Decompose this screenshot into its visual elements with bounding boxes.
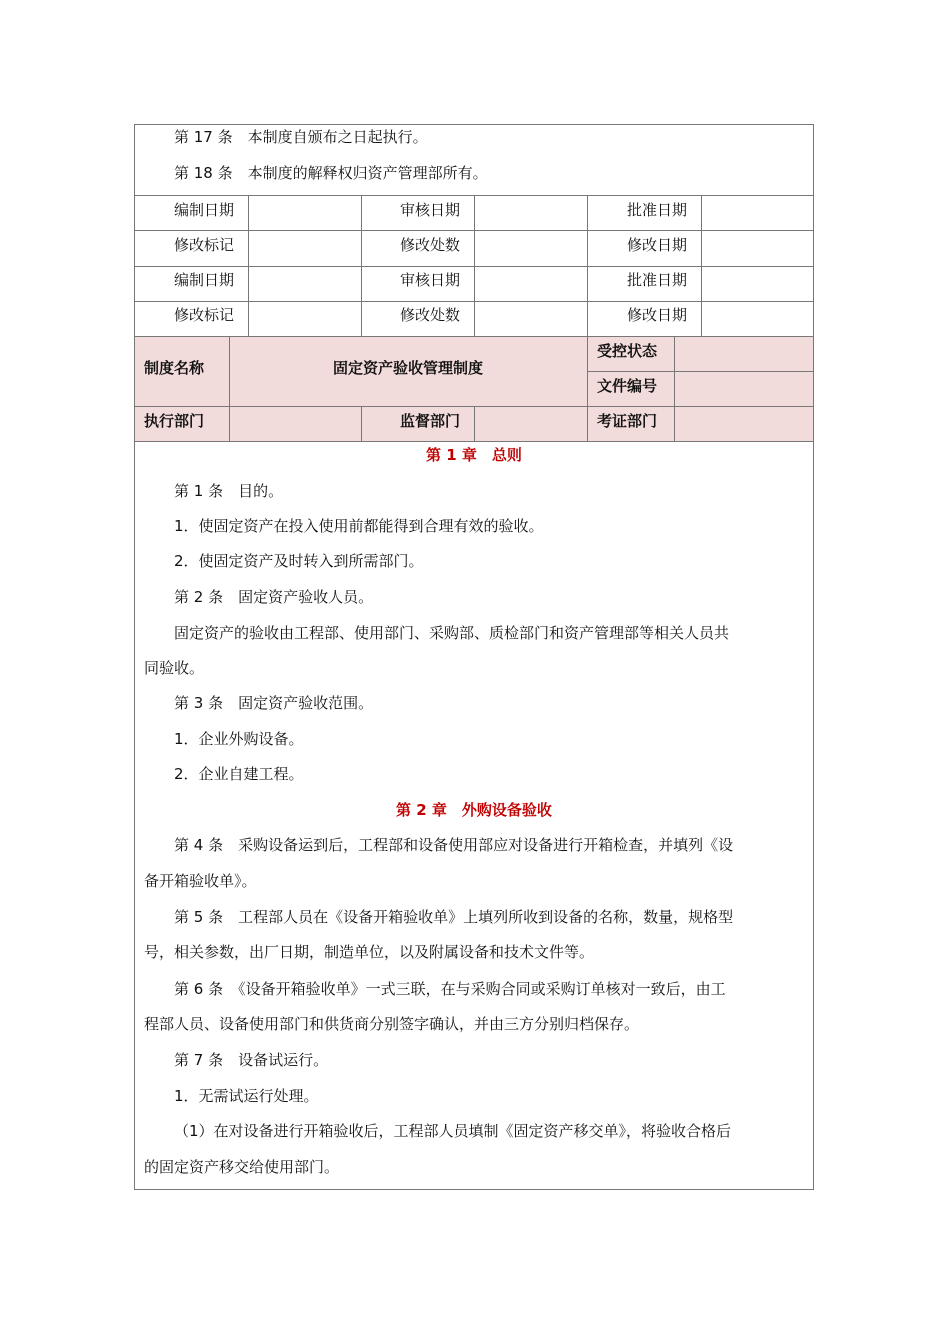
cell-label: 修改日期 (627, 236, 688, 254)
paragraph: 第 7 条 设备试运行。 (174, 1051, 329, 1069)
cell-label: 编制日期 (174, 271, 235, 289)
chapter-1-title: 第 1 章 总则 (426, 446, 522, 464)
divider (587, 195, 588, 336)
cell-label: 修改标记 (174, 236, 235, 254)
paragraph: 第 4 条 采购设备运到后，工程部和设备使用部应对设备进行开箱检查，并填列《设 (174, 836, 734, 854)
paragraph: 号，相关参数，出厂日期，制造单位，以及附属设备和技术文件等。 (144, 943, 595, 961)
paragraph: 第 2 条 固定资产验收人员。 (174, 588, 374, 606)
chapter-2-title: 第 2 章 外购设备验收 (396, 801, 552, 819)
paragraph: （1）在对设备进行开箱验收后，工程部人员填制《固定资产移交单》，将验收合格后 (174, 1122, 732, 1140)
divider (134, 336, 814, 337)
paragraph: 1．无需试运行处理。 (174, 1087, 319, 1105)
cell-label: 编制日期 (174, 201, 235, 219)
paragraph: 固定资产的验收由工程部、使用部门、采购部、质检部门和资产管理部等相关人员共 (174, 624, 730, 642)
paragraph: 第 6 条 《设备开箱验收单》一式三联，在与采购合同或采购订单核对一致后，由工 (174, 980, 726, 998)
cell-label: 审核日期 (400, 201, 461, 219)
paragraph: 第 3 条 固定资产验收范围。 (174, 694, 374, 712)
article-18: 第 18 条 本制度的解释权归资产管理部所有。 (174, 164, 488, 182)
divider (248, 195, 249, 336)
article-17: 第 17 条 本制度自颁布之日起执行。 (174, 128, 428, 146)
supervision-dept-label: 监督部门 (400, 412, 461, 430)
paragraph: 的固定资产移交给使用部门。 (144, 1158, 340, 1176)
paragraph: 备开箱验收单》。 (144, 872, 257, 890)
paragraph: 程部人员、设备使用部门和供货商分别签字确认，并由三方分别归档保存。 (144, 1015, 640, 1033)
verification-dept-label: 考证部门 (597, 412, 658, 430)
divider (361, 195, 362, 336)
cell-label: 批准日期 (627, 201, 688, 219)
divider (587, 371, 814, 372)
cell-label: 修改处数 (400, 236, 461, 254)
paragraph: 2．使固定资产及时转入到所需部门。 (174, 552, 424, 570)
divider (474, 406, 475, 441)
cell-label: 审核日期 (400, 271, 461, 289)
cell-label: 批准日期 (627, 271, 688, 289)
paragraph: 第 1 条 目的。 (174, 482, 284, 500)
execution-dept-label: 执行部门 (144, 412, 205, 430)
divider (361, 406, 362, 441)
paragraph: 第 5 条 工程部人员在《设备开箱验收单》上填列所收到设备的名称，数量，规格型 (174, 908, 734, 926)
paragraph: 1．企业外购设备。 (174, 730, 304, 748)
divider (674, 336, 675, 441)
cell-label: 修改处数 (400, 306, 461, 324)
divider (587, 336, 588, 441)
regulation-name-label: 制度名称 (144, 359, 205, 377)
cell-label: 修改日期 (627, 306, 688, 324)
paragraph: 同验收。 (144, 659, 205, 677)
divider (701, 195, 702, 336)
divider (474, 195, 475, 336)
paragraph: 1．使固定资产在投入使用前都能得到合理有效的验收。 (174, 517, 544, 535)
divider (134, 441, 814, 442)
divider (229, 336, 230, 441)
paragraph: 2．企业自建工程。 (174, 765, 304, 783)
regulation-name-value: 固定资产验收管理制度 (332, 359, 483, 377)
file-number-label: 文件编号 (597, 377, 658, 395)
cell-label: 修改标记 (174, 306, 235, 324)
control-status-label: 受控状态 (597, 342, 658, 360)
